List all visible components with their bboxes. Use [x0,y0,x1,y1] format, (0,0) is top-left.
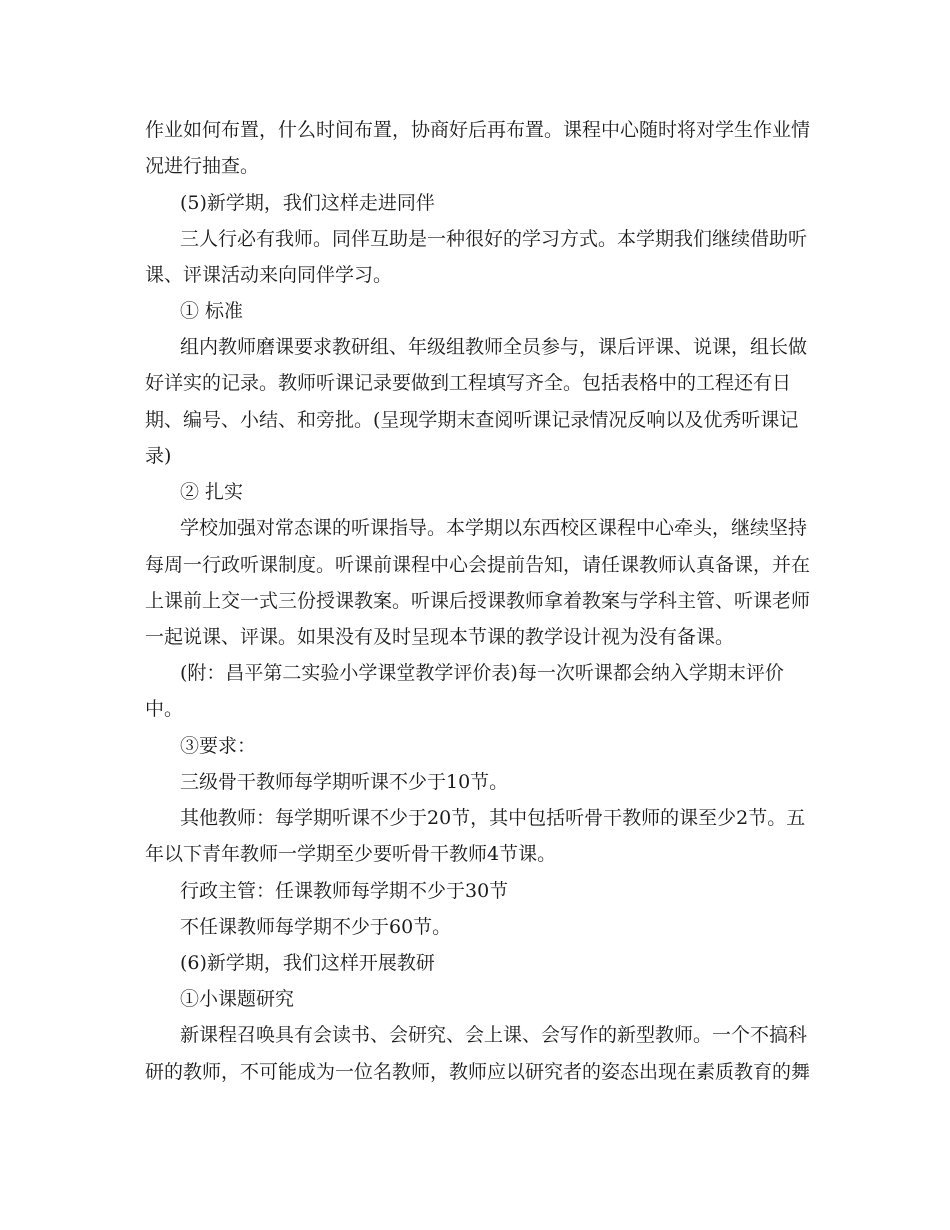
text-line: 研的教师，不可能成为一位名教师，教师应以研究者的姿态出现在素质教育的舞 [145,1061,811,1083]
text-line: 学校加强对常态课的听课指导。本学期以东西校区课程中心牵头，继续坚持 [180,517,808,539]
text-line: 课、评课活动来向同伴学习。 [145,264,393,286]
text-line: 好详实的记录。教师听课记录要做到工程填写齐全。包括表格中的工程还有日 [145,372,792,394]
text-line: 期、编号、小结、和旁批。(呈现学期末查阅听课记录情况反响以及优秀听课记 [145,409,799,431]
text-line: 三级骨干教师每学期听课不少于10节。 [180,771,509,793]
text-line: 上课前上交一式三份授课教案。听课后授课教师拿着教案与学科主管、听课老师 [145,590,811,612]
text-line: 年以下青年教师一学期至少要听骨干教师4节课。 [145,843,557,865]
subsection-heading: ③要求： [180,735,257,757]
text-line: 每周一行政听课制度。听课前课程中心会提前告知，请任课教师认真备课，并在 [145,554,811,576]
text-line: 一起说课、评课。如果没有及时呈现本节课的教学设计视为没有备课。 [145,626,735,648]
text-line: 新课程召唤具有会读书、会研究、会上课、会写作的新型教师。一个不搞科 [180,1024,808,1046]
text-line: 组内教师磨课要求教研组、年级组教师全员参与，课后评课、说课，组长做 [180,336,808,358]
text-line: 作业如何布置，什么时间布置，协商好后再布置。课程中心随时将对学生作业情 [145,119,811,141]
text-line: 中。 [145,698,184,720]
section-heading: (6)新学期，我们这样开展教研 [180,952,435,974]
subsection-heading: ② 扎实 [180,481,244,503]
section-heading: (5)新学期，我们这样走进同伴 [180,192,435,214]
text-line: 况进行抽查。 [145,155,260,177]
text-line: 录) [145,445,172,467]
text-line: (附：昌平第二实验小学课堂教学评价表)每一次听课都会纳入学期末评价 [180,662,784,684]
subsection-heading: ① 标准 [180,300,244,322]
text-line: 不任课教师每学期不少于60节。 [180,916,452,938]
text-line: 其他教师：每学期听课不少于20节，其中包括听骨干教师的课至少2节。五 [180,807,806,829]
subsection-heading: ①小课题研究 [180,988,295,1010]
text-line: 行政主管：任课教师每学期不少于30节 [180,880,509,902]
text-line: 三人行必有我师。同伴互助是一种很好的学习方式。本学期我们继续借助听 [180,228,808,250]
